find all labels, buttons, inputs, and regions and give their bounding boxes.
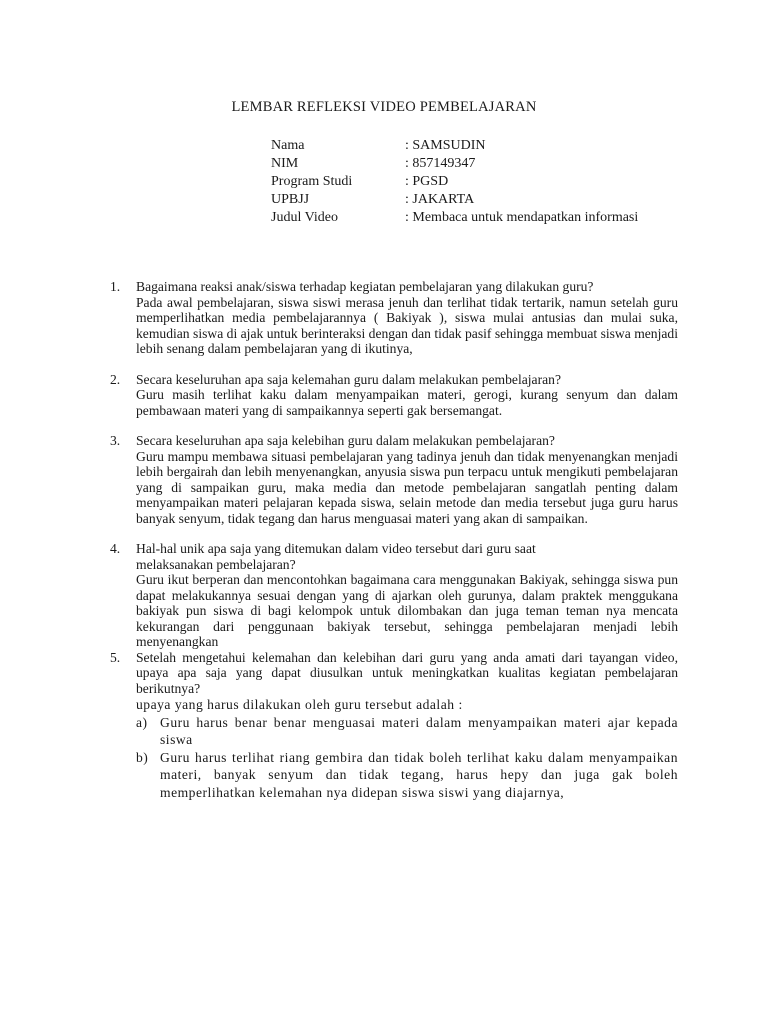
question-text-line-1: Hal-hal unik apa saja yang ditemukan dalam video tersebut dari guru saat [136,541,536,556]
subitem-text: Guru harus benar benar menguasai materi dalam menyampaikan materi ajar kepada siswa [160,714,678,747]
question-number: 5. [110,649,121,665]
info-row-judul-video [271,209,638,227]
student-info [271,137,638,227]
document-title: LEMBAR REFLEKSI VIDEO PEMBELAJARAN [231,99,537,115]
info-value: : PGSD [405,174,449,189]
answer-text: Guru ikut berperan dan mencontohkan bagaimana cara menggunakan Bakiyak, sehingga siswa pun dapat melakukannya sesuai dengan yang di ajarkan oleh gurunya, dalam praktek menggukana bakiyak pun siswa di bagi kelompok untuk dilombakan dan juga teman teman nya mencata kekurangan dari penggunaan bakiyak tersebut, sehingga pembelajaran menjadi lebih menyenangkan [136,572,678,649]
question-text: Secara keseluruhan apa saja kelebihan guru dalam melakukan pembelajaran? [136,433,555,448]
question-item-1 [110,279,678,357]
answer-text: Guru mampu membawa situasi pembelajaran yang tadinya jenuh dan tidak menyenangkan menjadi lebih bergairah dan lebih menyenangkan, anyusia siswa pun terpacu untuk mengikuti pembelajaran yang di sampaikan guru, maka media dan metode pembelajaran sangatlah penting dalam menyampaikan materi pelajaran kepada siswa, selain metode dan media tersebut juga guru harus banyak senyum, tidak tegang dan harus menguasai materi yang akan di sampaikan. [136,448,678,526]
question-number: 4. [110,541,121,556]
info-row-nim [271,155,638,173]
answer-text: Pada awal pembelajaran, siswa siswi merasa jenuh dan terlihat tidak tertarik, namun setelah guru memperlihatkan media pembelajarannya ( Bakiyak ), siswa mulai antusias dan mulai suka, kemudian siswa di ajak untuk berinteraksi dengan dan tidak pasif sehingga membuat siswa menjadi lebih senang dalam pembelajaran yang di ikutinya, [136,294,678,356]
answer-subitem-b [136,749,678,802]
question-number: 2. [110,371,121,387]
info-row-program-studi [271,173,638,191]
question-text-line-2: melaksanakan pembelajaran? [136,556,296,572]
info-row-upbjj [271,191,638,209]
info-row-nama [271,137,638,155]
answer-text: Guru masih terlihat kaku dalam menyampaikan materi, gerogi, kurang senyum dan dalam pembawaan materi yang di sampaikannya seperti gak bersemangat. [136,387,678,418]
info-value: : SAMSUDIN [405,138,486,153]
question-text: Bagaimana reaksi anak/siswa terhadap kegiatan pembelajaran yang dilakukan guru? [136,279,594,294]
question-item-4 [110,541,678,650]
question-text: Secara keseluruhan apa saja kelemahan guru dalam melakukan pembelajaran? [136,371,561,387]
subitem-marker: a) [136,714,148,730]
reflection-body [110,279,678,801]
question-item-5 [110,650,678,802]
info-value: : JAKARTA [405,192,475,207]
question-item-3 [110,433,678,526]
answer-subitem-a [136,714,678,749]
question-item-2 [110,372,678,419]
info-label: Judul Video [271,210,338,225]
info-label: Nama [271,138,305,153]
question-number: 1. [110,279,121,294]
question-number: 3. [110,433,121,448]
info-label: Program Studi [271,174,353,189]
question-text: Setelah mengetahui kelemahan dan kelebihan dari guru yang anda amati dari tayangan video, upaya apa saja yang dapat diusulkan untuk meningkatkan kualitas kegiatan pembelajaran berikutnya? [136,649,678,696]
subitem-marker: b) [136,749,149,765]
info-label: NIM [271,156,299,171]
info-label: UPBJJ [271,192,310,207]
subitem-text: Guru harus terlihat riang gembira dan tidak boleh terlihat kaku dalam menyampaikan materi, banyak senyum dan tidak tegang, harus hepy dan juga gak boleh memperlihatkan kelemahan nya didepan siswa siswi yang diajarnya, [160,749,678,800]
info-value: : 857149347 [405,156,476,171]
answer-intro: upaya yang harus dilakukan oleh guru tersebut adalah : [136,697,463,712]
info-value: : Membaca untuk mendapatkan informasi [405,210,639,225]
